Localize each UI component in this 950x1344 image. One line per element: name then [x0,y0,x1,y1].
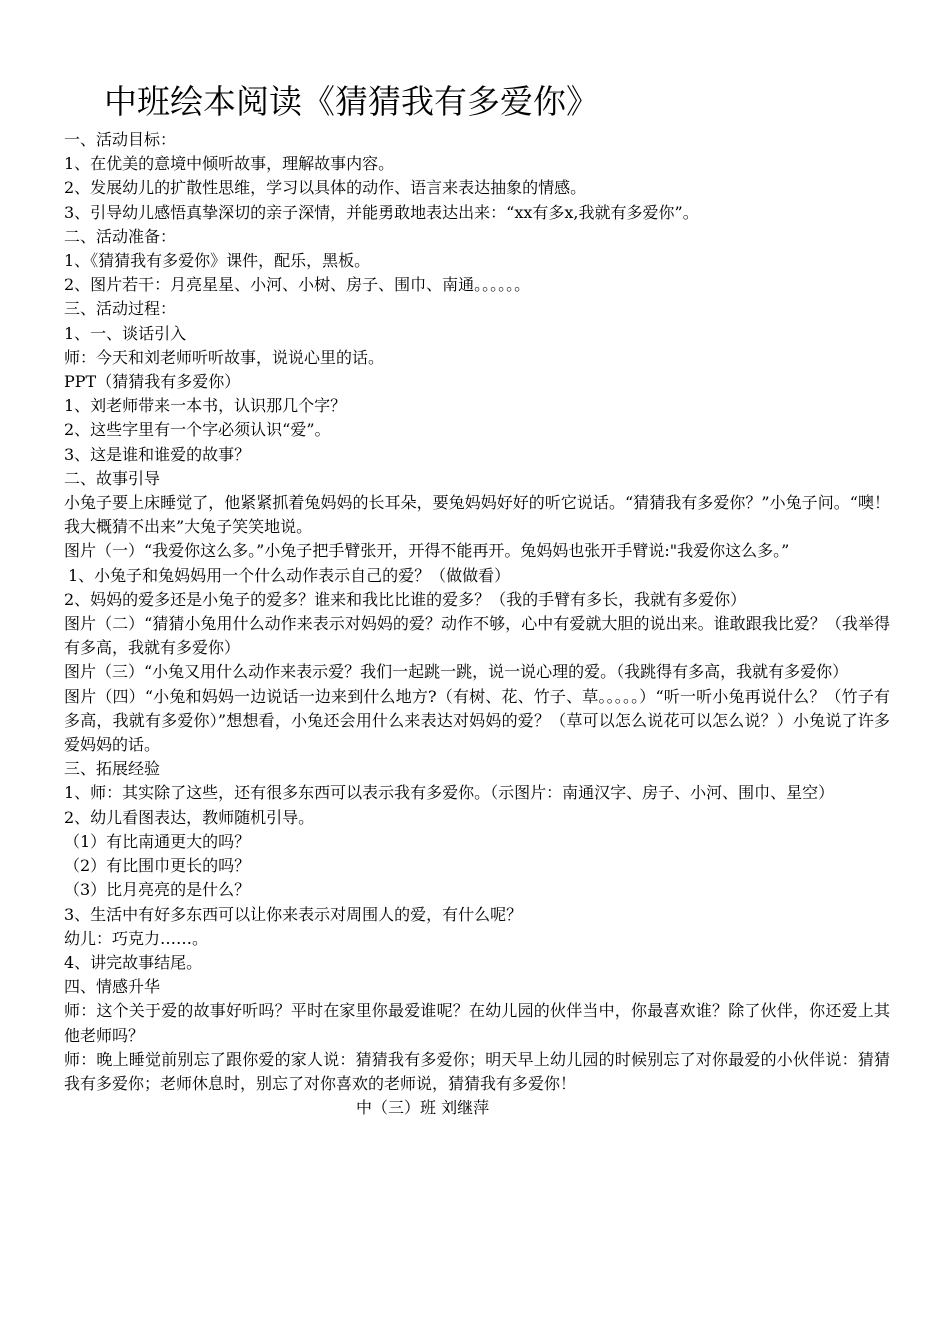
paragraph: 3、生活中有好多东西可以让你来表示对周围人的爱，有什么呢？ [64,904,523,924]
paragraph: 3、这是谁和谁爱的故事？ [64,444,251,464]
paragraph: 幼儿：巧克力……。 [64,928,209,948]
document-body [64,128,890,1096]
paragraph: （2）有比围巾更长的吗？ [64,856,251,876]
paragraph: 1、在优美的意境中倾听故事，理解故事内容。 [64,154,395,174]
paragraph: 二、故事引导 [64,468,161,488]
paragraph: 2、妈妈的爱多还是小兔子的爱多？谁来和我比比谁的爱多？（我的手臂有多长，我就有多爱你） [64,589,747,609]
paragraph: 三、活动过程： [64,299,177,319]
paragraph: 图片（四）“小兔和妈妈一边说话一边来到什么地方?（有树、花、竹子、草。。。。。）“听一听小兔再说什么？（竹子有多高，我就有多爱你）”想想看，小兔还会用什么来表达对妈妈的爱？（草可以怎么说花可以怎么说？）小兔说了许多爱妈妈的话。 [64,686,890,755]
paragraph: 2、幼儿看图表达，教师随机引导。 [64,807,315,827]
paragraph: 图片（三）“小兔又用什么动作来表示爱？我们一起跳一跳，说一说心理的爱。（我跳得有多高，我就有多爱你） [64,662,849,682]
paragraph: PPT（猜猜我有多爱你） [64,372,241,392]
paragraph: 1、小兔子和兔妈妈用一个什么动作表示自己的爱？（做做看） [68,565,511,585]
paragraph: 1、刘老师带来一本书，认识那几个字？ [64,396,347,416]
paragraph: 2、这些字里有一个字必须认识“爱”。 [64,420,331,440]
paragraph: 图片（二）“猜猜小兔用什么动作来表示对妈妈的爱？动作不够，心中有爱就大胆的说出来。谁敢跟我比爱？（我举得有多高，我就有多爱你） [64,614,890,658]
paragraph: 三、拓展经验 [64,759,161,779]
paragraph: （3）比月亮亮的是什么？ [64,880,251,900]
paragraph: 1、一、谈话引入 [64,323,187,343]
paragraph: 1、《猜猜我有多爱你》课件，配乐，黑板。 [64,251,371,271]
author-signature: 中（三）班 刘继萍 [356,1098,490,1118]
paragraph: 图片（一）“我爱你这么多。”小兔子把手臂张开，开得不能再开。兔妈妈也张开手臂说:"我爱你这么多。” [64,541,790,561]
paragraph: 二、活动准备： [64,226,177,246]
paragraph: 师：这个关于爱的故事好听吗？平时在家里你最爱谁呢？在幼儿园的伙伴当中，你最喜欢谁？除了伙伴，你还爱上其他老师吗？ [64,1001,890,1045]
paragraph: 小兔子要上床睡觉了，他紧紧抓着兔妈妈的长耳朵，要兔妈妈好好的听它说话。“猜猜我有多爱你？”小兔子问。“噢！我大概猜不出来”大兔子笑笑地说。 [64,493,890,537]
paragraph: 1、师：其实除了这些，还有很多东西可以表示我有多爱你。（示图片：南通汉字、房子、小河、围巾、星空） [64,783,835,803]
paragraph: （1）有比南通更大的吗？ [64,831,251,851]
document-page [64,80,890,1120]
paragraph: 3、引导幼儿感悟真挚深切的亲子深情，并能勇敢地表达出来：“xx有多x,我就有多爱你”。 [64,202,699,222]
paragraph: 2、发展幼儿的扩散性思维，学习以具体的动作、语言来表达抽象的情感。 [64,178,587,198]
paragraph: 一、活动目标： [64,130,177,149]
paragraph: 4、讲完故事结尾。 [64,952,203,972]
paragraph: 2、图片若干：月亮星星、小河、小树、房子、围巾、南通。。。。。。 [64,275,531,295]
paragraph: 四、情感升华 [64,977,161,997]
document-title: 中班绘本阅读《猜猜我有多爱你》 [104,82,599,121]
paragraph: 师：晚上睡觉前别忘了跟你爱的家人说：猜猜我有多爱你；明天早上幼儿园的时候别忘了对你最爱的小伙伴说：猜猜我有多爱你；老师休息时，别忘了对你喜欢的老师说，猜猜我有多爱你！ [64,1049,890,1093]
paragraph: 师：今天和刘老师听听故事，说说心里的话。 [64,347,385,367]
